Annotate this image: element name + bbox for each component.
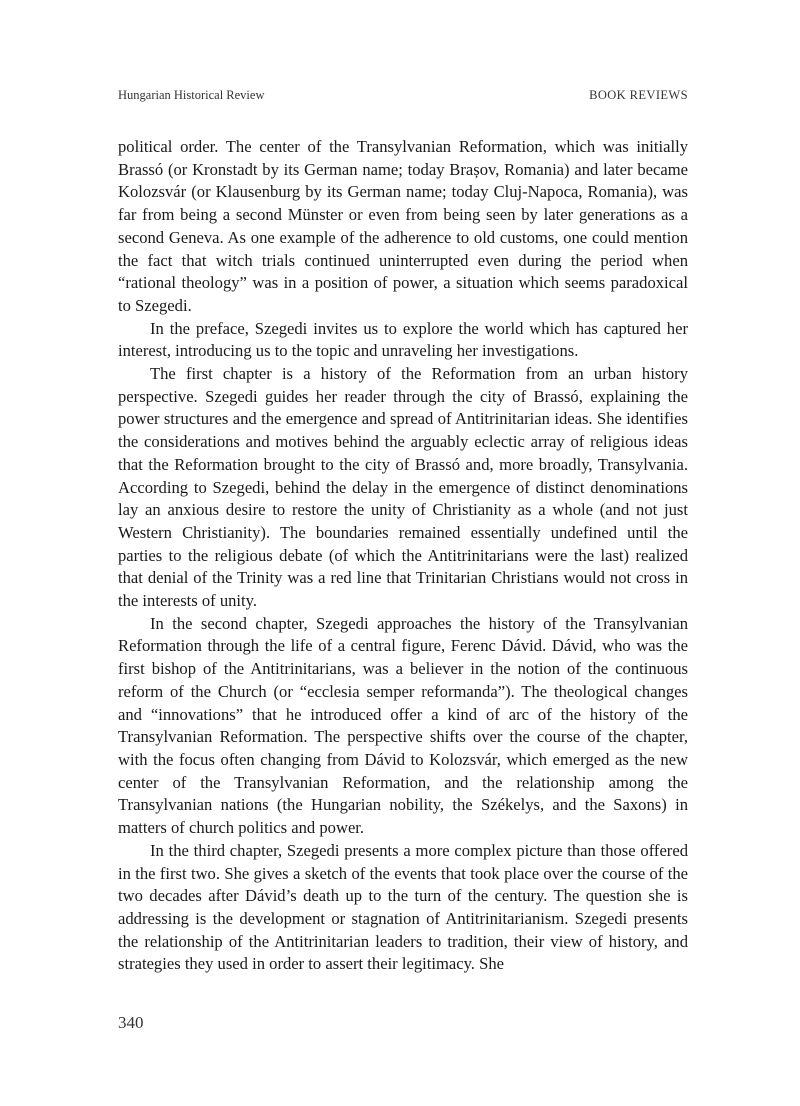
paragraph: political order. The center of the Transylvanian Reformation, which was initially Brassó (or Kronstadt by its German name; today Brașov, Romania) and later became Kolozsvár (or Klausenburg by its German name; today Cluj-Napoca, Romania), was far from being a second Münster or even from being seen by later generations as a second Geneva. As one example of the adherence to old customs, one could mention the fact that witch trials continued uninterrupted even during the period when “rational theology” was in a position of power, a situation which seems paradoxical to Szegedi. xyxy=(118,137,688,315)
paragraph: The first chapter is a history of the Reformation from an urban history perspective. Szegedi guides her reader through the city of Brassó, explaining the power structures and the emergence and spread of Antitrinitarian ideas. She identifies the considerations and motives behind the arguably eclectic array of religious ideas that the Reformation brought to the city of Brassó and, more broadly, Transylvania. According to Szegedi, behind the delay in the emergence of distinct denominations lay an anxious desire to restore the unity of Christianity as a whole (and not just Western Christianity). The boundaries remained essentially undefined until the parties to the religious debate (of which the Antitrinitarians were the last) realized that denial of the Trinity was a red line that Trinitarian Christians would not cross in the interests of unity. xyxy=(118,364,688,611)
running-head xyxy=(118,88,688,106)
body-text xyxy=(118,136,688,976)
section-title: BOOK REVIEWS xyxy=(589,88,688,102)
journal-title: Hungarian Historical Review xyxy=(118,88,265,102)
paragraph: In the preface, Szegedi invites us to explore the world which has captured her interest, introducing us to the topic and unraveling her investigations. xyxy=(118,318,688,361)
paragraph: In the third chapter, Szegedi presents a more complex picture than those offered in the first two. She gives a sketch of the events that took place over the course of the two decades after Dávid’s death up to the turn of the century. The question she is addressing is the development or stagnation of Antitrinitarianism. Szegedi presents the relationship of the Antitrinitarian leaders to tradition, their view of history, and strategies they used in order to assert their legitimacy. She xyxy=(118,840,688,974)
page-number: 340 xyxy=(118,1013,144,1032)
paragraph: In the second chapter, Szegedi approaches the history of the Transylvanian Reformation through the life of a central figure, Ferenc Dávid. Dávid, who was the first bishop of the Antitrinitarians, was a believer in the notion of the continuous reform of the Church (or “ecclesia semper reformanda”). The theological changes and “innovations” that he introduced offer a kind of arc of the history of the Transylvanian Reformation. The perspective shifts over the course of the chapter, with the focus often changing from Dávid to Kolozsvár, which emerged as the new center of the Transylvanian Reformation, and the relationship among the Transylvanian nations (the Hungarian nobility, the Székelys, and the Saxons) in matters of church politics and power. xyxy=(118,613,688,838)
